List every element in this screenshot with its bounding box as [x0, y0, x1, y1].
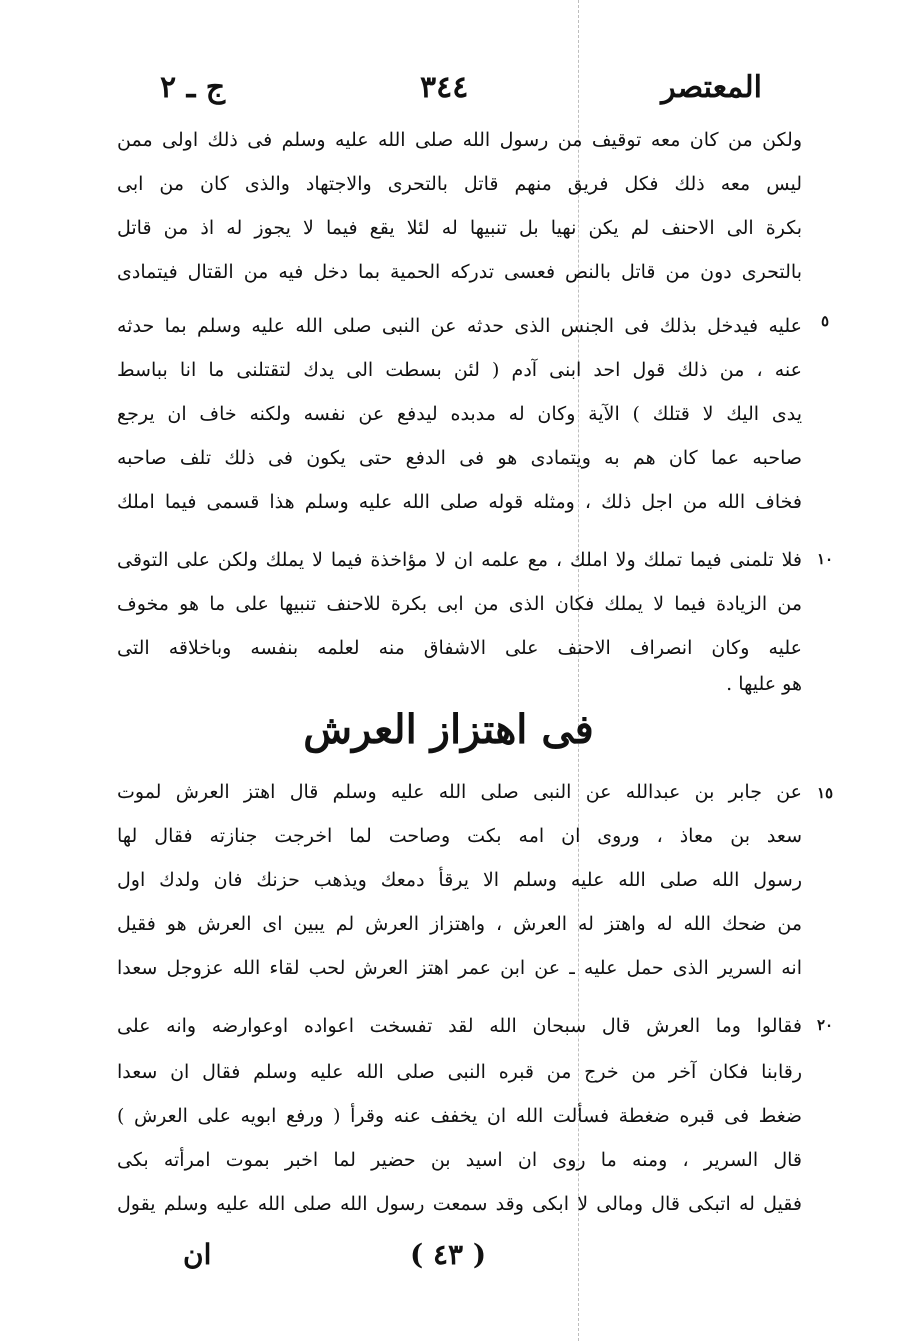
- text-line: فقيل له اتبكى قال ومالى لا ابكى وقد سمعت رسول الله صلى الله عليه وسلم يقول: [117, 1193, 802, 1215]
- text-line: عن جابر بن عبدالله عن النبى صلى الله عليه وسلم قال اهتز العرش لموت: [117, 781, 802, 803]
- margin-line-number: ١٥: [816, 784, 834, 802]
- text-line: قال السرير ، ومنه ما روى ان اسيد بن حضير لما اخبر بموت امرأته بكى: [117, 1149, 802, 1171]
- section-heading: فى اهتزاز العرش: [303, 706, 594, 753]
- text-line: ليس معه ذلك فكل فريق منهم قاتل بالتحرى والاجتهاد والذى كان من ابى: [117, 173, 802, 195]
- margin-line-number: ٢٠: [816, 1016, 834, 1034]
- text-line: فخاف الله من اجل ذلك ، ومثله قوله صلى الله عليه وسلم هذا قسمى فيما املك: [117, 491, 802, 513]
- text-line: فلا تلمنى فيما تملك ولا املك ، مع علمه ان لا مؤاخذة فيما لا يملك ولكن على التوقى: [117, 549, 802, 571]
- text-line: فقالوا وما العرش قال سبحان الله لقد تفسخت اعواده اوعوارضه وانه على: [117, 1015, 802, 1037]
- text-line: عليه وكان انصراف الاحنف على الاشفاق منه لعلمه بنفسه وباخلاقه التى: [117, 637, 802, 659]
- text-line: سعد بن معاذ ، وروى ان امه بكت وصاحت لما اخرجت جنازته فقال لها: [117, 825, 802, 847]
- book-title: المعتصر: [661, 70, 762, 105]
- margin-line-number: ١٠: [816, 550, 834, 568]
- page-header: [0, 70, 897, 118]
- text-line: ضغط فى قبره ضغطة فسألت الله ان يخفف عنه وقرأ ( ورفع ابويه على العرش ): [117, 1105, 802, 1127]
- text-line: رسول الله صلى الله عليه وسلم الا يرقأ دمعك ويذهب حزنك فان ولدك اول: [117, 869, 802, 891]
- page-footer: [0, 1238, 897, 1282]
- signature-mark: ( ٤٣ ): [410, 1238, 487, 1271]
- text-line: يدى اليك لا قتلك ) الآية وكان له مدبده ليدفع عن نفسه ولكنه خاف ان يرجع: [117, 403, 802, 425]
- text-line: من الزيادة فيما لا يملك فكان الذى من ابى بكرة للاحنف تنبيها على ما هو مخوف: [117, 593, 802, 615]
- text-line: عليه فيدخل بذلك فى الجنس الذى حدثه عن النبى صلى الله عليه وسلم بما حدثه: [117, 315, 802, 337]
- catchword: ان: [183, 1238, 212, 1271]
- text-line: عنه ، من ذلك قول احد ابنى آدم ( لئن بسطت الى يدك لتقتلنى ما انا بباسط: [117, 359, 802, 381]
- volume-label: ج ـ ٢: [160, 70, 226, 105]
- text-line: من ضحك الله له واهتز له العرش ، واهتزاز العرش لم يبين اى العرش هو فقيل: [117, 913, 802, 935]
- text-line: انه السرير الذى حمل عليه ـ عن ابن عمر اهتز العرش لحب لقاء الله عزوجل سعدا: [117, 957, 802, 979]
- page-number: ٣٤٤: [420, 70, 469, 105]
- margin-line-number: ٥: [820, 312, 830, 330]
- text-line: رقابنا فكان آخر من خرج من قبره النبى صلى الله عليه وسلم فقال ان سعدا: [117, 1061, 802, 1083]
- text-line: بكرة الى الاحنف لم يكن نهيا بل تنبيها له لئلا يقع فيما لا يجوز له اذ من قاتل: [117, 217, 802, 239]
- text-line: بالتحرى دون من قاتل بالنص فعسى تدركه الحمية بما دخل فيه من القتال فيتمادى: [117, 261, 802, 283]
- text-line: ولكن من كان معه توقيف من رسول الله صلى الله عليه وسلم فى ذلك اولى ممن: [117, 129, 802, 151]
- text-line: هو عليها .: [726, 673, 802, 695]
- text-line: صاحبه عما كان هم به ويتمادى هو فى الدفع حتى يكون فى ذلك تلف صاحبه: [117, 447, 802, 469]
